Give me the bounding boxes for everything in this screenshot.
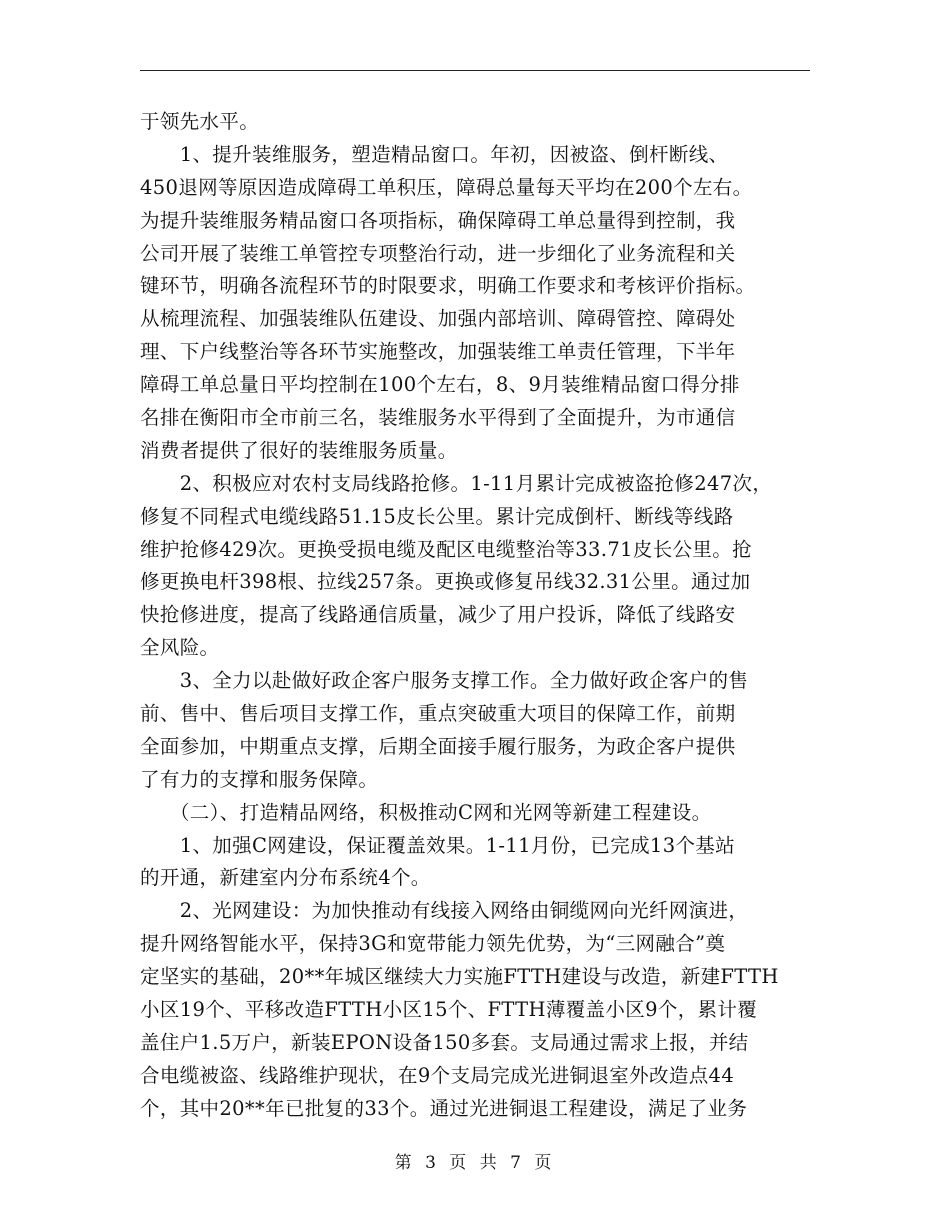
text-line: 于领先水平。 [140,110,260,133]
text-line: 2、光网建设：为加快推动有线接入网络由铜缆网向光纤网演进， [140,899,749,923]
text-line: 公司开展了装维工单管控专项整治行动，进一步细化了业务流程和关 [140,241,736,265]
text-line: 定坚实的基础，20**年城区继续大力实施FTTH建设与改造，新建FTTH [140,965,779,989]
text-line: 1、加强C网建设，保证覆盖效果。1-11月份，已完成13个基站 [140,833,735,857]
text-line: 名排在衡阳市全市前三名，装维服务水平得到了全面提升，为市通信 [140,406,736,430]
text-line: 的开通，新建室内分布系统4个。 [140,866,431,890]
text-line: 小区19个、平移改造FTTH小区15个、FTTH薄覆盖小区9个，累计覆 [140,998,758,1022]
text-line: 全面参加，中期重点支撑，后期全面接手履行服务，为政企客户提供 [140,734,736,758]
text-line: 消费者提供了很好的装维服务质量。 [140,438,458,462]
text-line: 为提升装维服务精品窗口各项指标，确保障碍工单总量得到控制，我 [140,208,736,232]
text-line: 合电缆被盗、线路维护现状，在9个支局完成光进铜退室外改造点44 [140,1063,735,1087]
text-line: 3、全力以赴做好政企客户服务支撑工作。全力做好政企客户的售 [140,669,749,693]
text-line: 450退网等原因造成障碍工单积压，障碍总量每天平均在200个左右。 [140,175,753,199]
text-line: （二）、打造精品网络，积极推动C网和光网等新建工程建设。 [140,800,712,824]
text-line: 键环节，明确各流程环节的时限要求，明确工作要求和考核评价指标。 [140,274,756,298]
text-line: 个，其中20**年已批复的33个。通过光进铜退工程建设，满足了业务 [140,1096,748,1120]
text-line: 提升网络智能水平，保持3G和宽带能力领先优势，为“三网融合”奠 [140,932,726,956]
body-text [140,106,816,1126]
text-line: 2、积极应对农村支局线路抢修。1-11月累计完成被盗抢修247次， [140,471,773,495]
text-line: 全风险。 [140,636,220,660]
page-footer: 第 3 页 共 7 页 [394,1153,556,1173]
text-line: 理、下户线整治等各环节实施整改，加强装维工单责任管理，下半年 [140,340,736,364]
text-line: 1、提升装维服务，塑造精品窗口。年初，因被盗、倒杆断线、 [140,142,729,166]
header-rule [140,70,810,71]
text-line: 了有力的支撑和服务保障。 [140,767,379,791]
text-line: 障碍工单总量日平均控制在100个左右，8、9月装维精品窗口得分排 [140,373,740,397]
text-line: 快抢修进度，提高了线路通信质量，减少了用户投诉，降低了线路安 [140,603,736,627]
text-line: 前、售中、售后项目支撑工作，重点突破重大项目的保障工作，前期 [140,702,736,726]
text-line: 修复不同程式电缆线路51.15皮长公里。累计完成倒杆、断线等线路 [140,504,734,528]
text-line: 盖住户1.5万户，新装EPON设备150多套。支局通过需求上报，并结 [140,1030,749,1054]
text-line: 从梳理流程、加强装维队伍建设、加强内部培训、障碍管控、障碍处 [140,307,736,331]
text-line: 修更换电杆398根、拉线257条。更换或修复吊线32.31公里。通过加 [140,570,751,594]
text-line: 维护抢修429次。更换受损电缆及配区电缆整治等33.71皮长公里。抢 [140,537,752,561]
